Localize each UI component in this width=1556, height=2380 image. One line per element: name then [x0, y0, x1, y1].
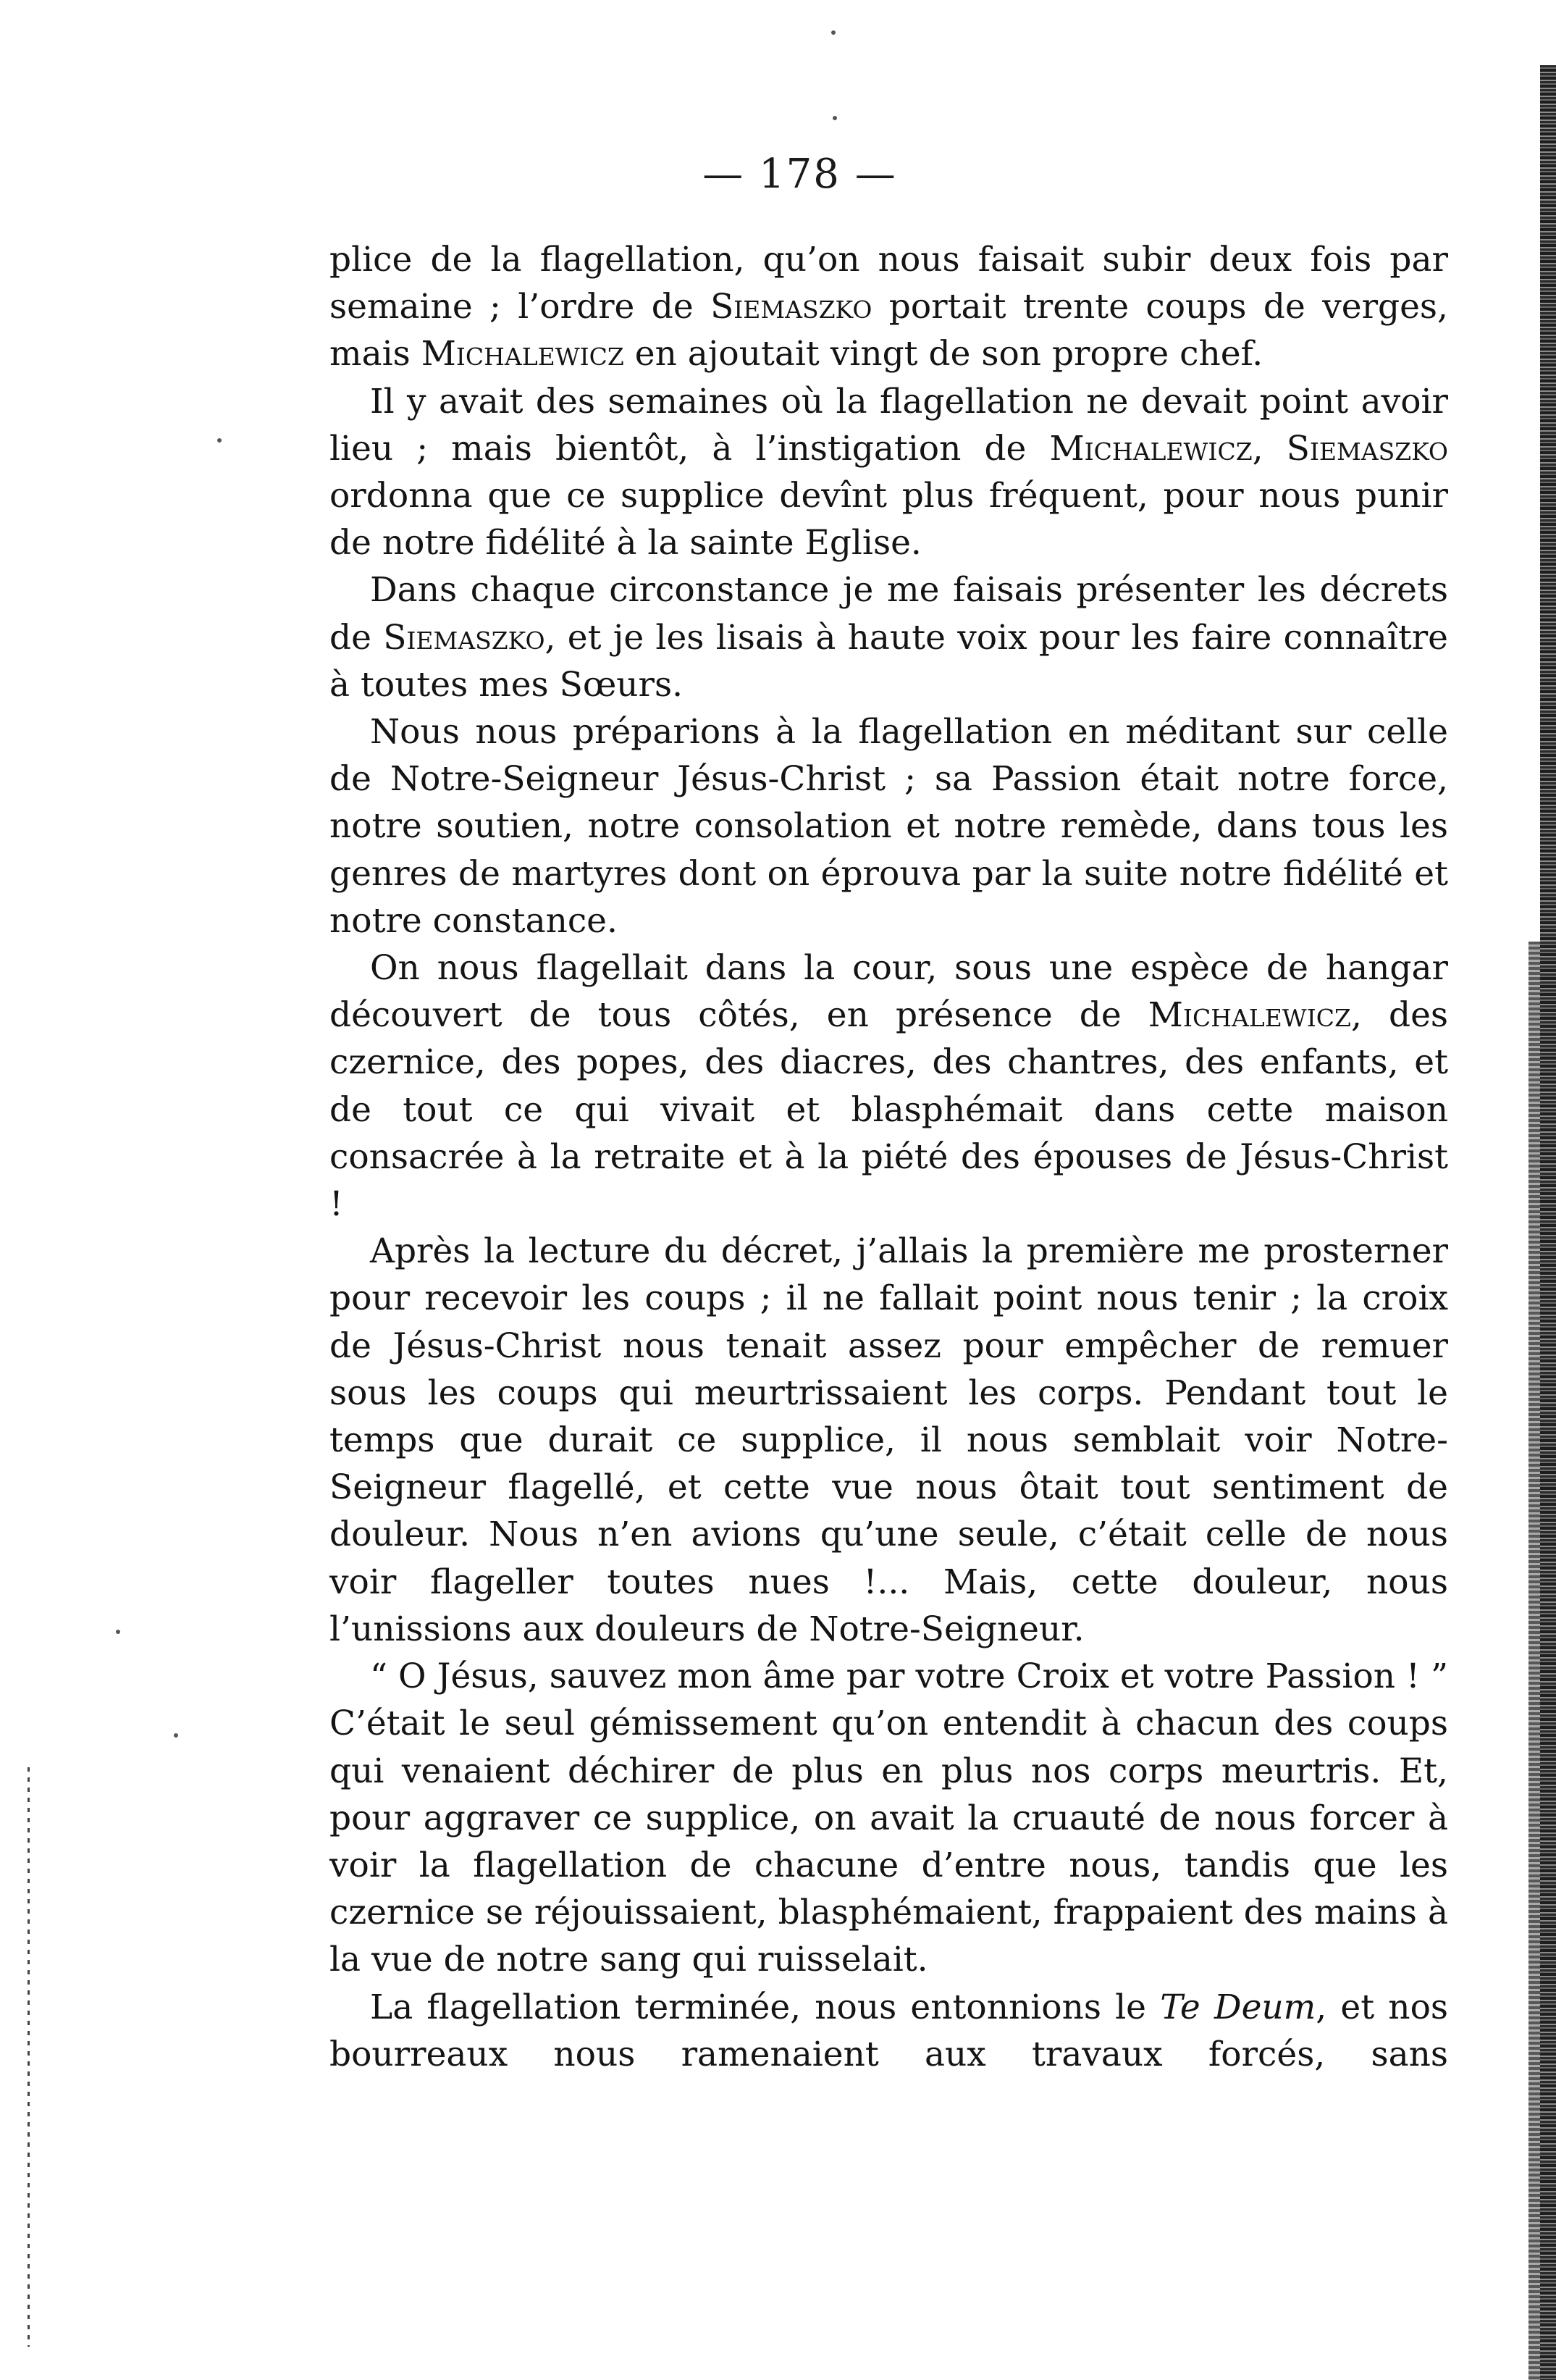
paragraph: [329, 378, 1448, 567]
proper-name: Siemaszko: [1286, 428, 1448, 469]
text-run: , et nos bourreaux nous ramenaient aux travaux forcés, sans: [329, 1987, 1448, 2074]
text-run: ordonna que ce supplice devînt plus fréquent, pour nous punir de notre fidélité à la sainte Eglise.: [329, 476, 1448, 563]
text-run: Il y avait des semaines où la flagellation ne devait point avoir lieu ; mais bientôt, à l’instigation de: [329, 381, 1448, 469]
text-run: , des czernice, des popes, des diacres, des chantres, des enfants, et de tout ce qui vivait et blasphémait dans cette maison consacrée à la retraite et à la piété des épouses de Jésus-Christ !: [329, 995, 1448, 1225]
proper-name: Siemaszko: [710, 287, 872, 327]
page-number: — 178 —: [702, 151, 897, 198]
paragraph: [329, 1984, 1448, 2078]
text-run: , et je les lisais à haute voix pour les faire connaître à toutes mes Sœurs.: [329, 617, 1448, 705]
italic-phrase: Te Deum: [1160, 1987, 1316, 2027]
proper-name: Michalewicz: [1148, 995, 1351, 1036]
paragraph: [329, 236, 1448, 378]
scan-speck: [174, 1733, 178, 1738]
proper-name: Michalewicz: [1049, 428, 1253, 469]
proper-name: Siemaszko: [383, 617, 545, 658]
paragraph: [329, 708, 1448, 944]
binding-edge: [1540, 65, 1556, 2380]
text-run: portait trente coups de verges, mais: [329, 287, 1448, 374]
text-run: en ajoutait vingt de son propre chef.: [623, 334, 1263, 374]
scan-speck: [833, 116, 837, 120]
paragraph: [329, 1228, 1448, 1653]
text-run: On nous flagellait dans la cour, sous une espèce de hangar découvert de tous côtés, en présence de: [329, 948, 1448, 1036]
binding-edge-inner: [1528, 942, 1540, 2380]
proper-name: Michalewicz: [421, 334, 624, 374]
text-run: “ O Jésus, sauvez mon âme par votre Croix et votre Passion ! ” C’était le seul gémissement qu’on entendit à chacun des coups qui venaient déchirer de plus en plus nos corps meurtris. Et, pour aggraver ce supplice, on avait la cruauté de nous forcer à voir la flagellation de chacune d’entre nous, tandis que les czernice se réjouissaient, blasphémaient, frappaient des mains à la vue de notre sang qui ruisselait.: [329, 1656, 1448, 1980]
text-run: Après la lecture du décret, j’allais la première me prosterner pour recevoir les coups ; il ne fallait point nous tenir ; la croix de Jésus-Christ nous tenait assez pour empêcher de remuer sous les coups qui meurtrissaient les corps. Pendant tout le temps que durait ce supplice, il nous semblait voir Notre-Seigneur flagellé, et cette vue nous ôtait tout sentiment de douleur. Nous n’en avions qu’une seule, c’était celle de nous voir flageller toutes nues !... Mais, cette douleur, nous l’unissions aux douleurs de Notre-Seigneur.: [329, 1231, 1448, 1649]
text-run: plice de la flagellation, qu’on nous faisait subir deux fois par semaine ; l’ordre de: [329, 240, 1448, 327]
scan-speck: [116, 1630, 120, 1634]
paragraph: [329, 944, 1448, 1228]
text-run: Nous nous préparions à la flagellation en méditant sur celle de Notre-Seigneur Jésus-Christ ; sa Passion était notre force, notre soutien, notre consolation et notre remède, dans tous les genres de martyres dont on éprouva par la suite notre fidélité et notre constance.: [329, 712, 1448, 941]
scan-margin-mark: [28, 1767, 30, 2347]
scan-speck: [217, 438, 222, 443]
scan-speck: [831, 30, 836, 35]
text-run: ,: [1252, 428, 1287, 469]
text-run: La flagellation terminée, nous entonnions le: [370, 1987, 1161, 2027]
body-text: [329, 236, 1448, 2078]
text-run: Dans chaque circonstance je me faisais présenter les décrets de: [329, 570, 1448, 658]
paragraph: [329, 566, 1448, 708]
paragraph: [329, 1653, 1448, 1983]
